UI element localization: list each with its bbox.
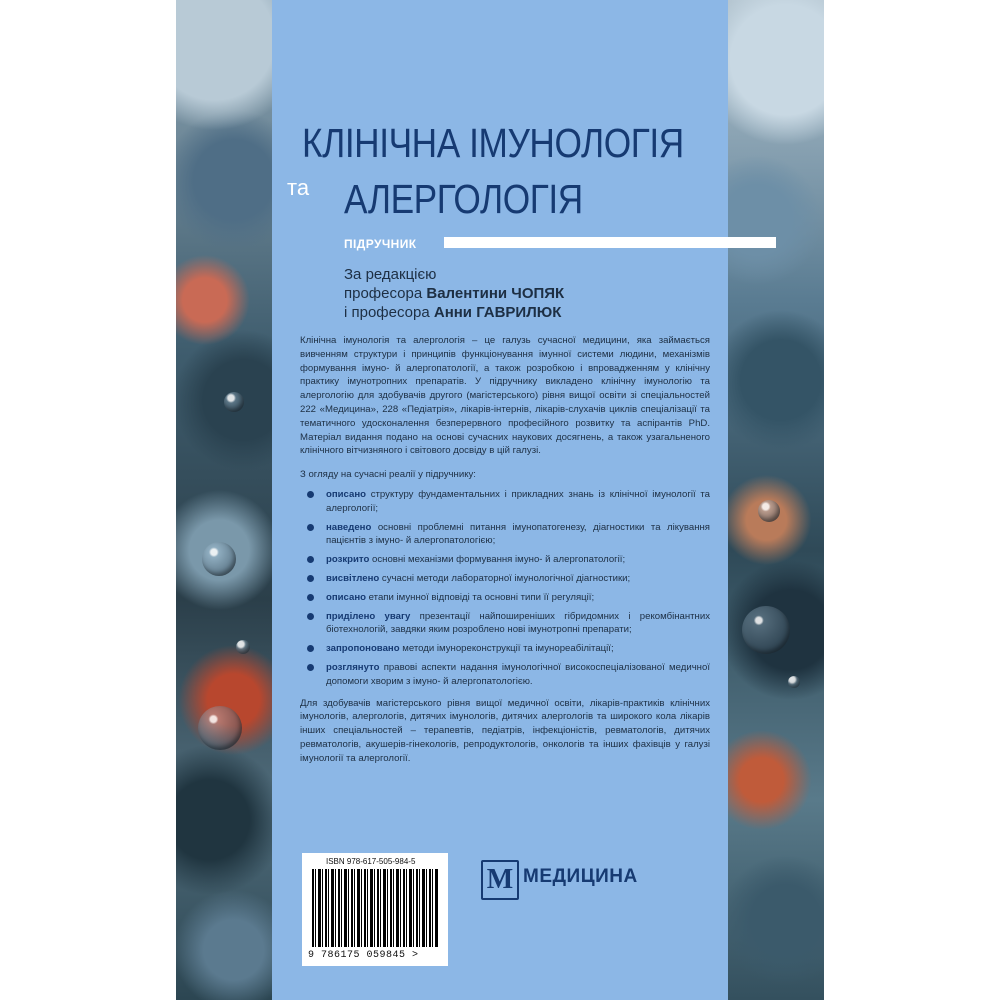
editors-line-2: [344, 284, 564, 303]
publisher-name: МЕДИЦИНА: [523, 866, 638, 887]
list-item-text: етапи імунної відповіді та основні типи її регуляції;: [366, 591, 595, 603]
bullet-dot: [307, 575, 314, 582]
list-item-keyword: наведено: [326, 521, 372, 533]
barcode-block: [302, 853, 448, 966]
book-back-cover: [176, 0, 824, 1000]
list-item: [326, 572, 710, 586]
editor-name: Валентини ЧОПЯК: [426, 285, 565, 302]
bullet-dot: [307, 613, 314, 620]
editors-line-3: [344, 303, 564, 322]
list-item-text: основні проблемні питання імунопатогенезу, діагностики та лікування пацієнтів з імуно- й алергопатологією;: [326, 521, 710, 547]
editor-title: і професора: [344, 304, 434, 321]
list-item-keyword: описано: [326, 591, 366, 603]
title-line-1: КЛІНІЧНА ІМУНОЛОГІЯ: [302, 120, 684, 166]
title-connector: та: [287, 175, 310, 200]
list-item-text: правові аспекти надання імунологічної високоспеціалізованої медичної допомоги хворим з імуно- й алергопатологією.: [326, 661, 710, 687]
bullet-dot: [307, 645, 314, 652]
audience-paragraph: Для здобувачів магістерського рівня вищої медичної освіти, лікарів-практиків клінічних імунологів, алергологів, дитячих імунологів, дитячих алергологів та широкого кола лікарів інших спеціальностей – терапевтів, педіатрів, інфекціоністів, ревматологів, дитячих ревматологів, акушерів-гінекологів, репродуктологів, онкологів та інших фахівців у галузі імунології та алергології.: [300, 697, 710, 764]
intro-paragraph: Клінічна імунологія та алергологія – це галузь сучасної медицини, яка займається вивченням структури і принципів функціонування імунної системи людини, механізмів формування імуно- й алергопатології, а також розробкою і впровадженням у клінічну практику імунотропних препаратів. У підручнику викладено клінічну імунологію та алергологію для здобувачів другого (магістерського) рівня вищої освіти зі спеціальностей 222 «Медицина», 228 «Педіатрія», лікарів-інтернів, лікарів-слухачів циклів спеціалізації та тематичного удосконалення безперервного професійного розвитку та аспірантів PhD. Матеріал видання подано на основі сучасних наукових досягнень, а також узагальненого клінічного вітчизняного і світового досвіду в цій галузі.: [300, 335, 710, 457]
list-item: [326, 661, 710, 689]
water-droplet: [202, 542, 236, 576]
water-droplet: [788, 676, 800, 688]
water-droplet: [742, 606, 790, 654]
list-item: [326, 610, 710, 638]
isbn-label: ISBN 978-617-505-984-5: [326, 857, 416, 866]
bullet-dot: [307, 491, 314, 498]
cover-photo-left: [176, 0, 272, 1000]
list-item-text: сучасні методи лабораторної імунологічної діагностики;: [379, 572, 631, 584]
bullet-dot: [307, 594, 314, 601]
list-item-text: структуру фундаментальних і прикладних знань із клінічної імунології та алергології;: [326, 488, 710, 514]
cover-photo-right: [728, 0, 824, 1000]
list-item-text: методи імунореконструкції та імунореабілітації;: [399, 643, 614, 655]
list-item: [326, 488, 710, 516]
water-droplet: [224, 392, 244, 412]
subtitle: ПІДРУЧНИК: [344, 237, 417, 251]
list-item: [326, 642, 710, 656]
editor-title: професора: [344, 285, 427, 302]
publisher-logo-icon: [481, 860, 519, 900]
bullet-dot: [307, 664, 314, 671]
editor-name: Анни ГАВРИЛЮК: [433, 304, 562, 321]
list-intro: З огляду на сучасні реалії у підручнику:: [300, 469, 476, 481]
barcode-number: 9 786175 059845 >: [308, 950, 419, 961]
list-item-text: основні механізми формування імуно- й алергопатології;: [369, 554, 626, 566]
barcode-image: [312, 869, 438, 947]
water-droplet: [758, 500, 780, 522]
feature-list: [300, 488, 710, 689]
list-item-keyword: висвітлено: [326, 572, 380, 584]
list-item-text: презентації найпоширеніших гібридомних і рекомбінантних біотехнологій, завдяки яким розроблено нові імунотропні препарати;: [326, 610, 710, 636]
subtitle-rule: [444, 237, 776, 248]
editors-block: [344, 265, 564, 322]
list-item-keyword: розглянуто: [326, 661, 380, 673]
publisher-logo-letter: М: [486, 864, 514, 895]
list-item: [326, 521, 710, 549]
list-item-keyword: описано: [326, 488, 366, 500]
bullet-dot: [307, 524, 314, 531]
water-droplet: [198, 706, 242, 750]
bullet-dot: [307, 556, 314, 563]
list-item: [326, 553, 710, 567]
description-body: [300, 334, 710, 766]
list-item-keyword: запропоновано: [326, 643, 400, 655]
list-item-keyword: приділено увагу: [326, 610, 411, 622]
editors-line-1: За редакцією: [344, 266, 437, 283]
list-item-keyword: розкрито: [326, 554, 370, 566]
water-droplet: [236, 640, 250, 654]
title-line-2: АЛЕРГОЛОГІЯ: [344, 176, 583, 222]
list-item: [326, 591, 710, 605]
